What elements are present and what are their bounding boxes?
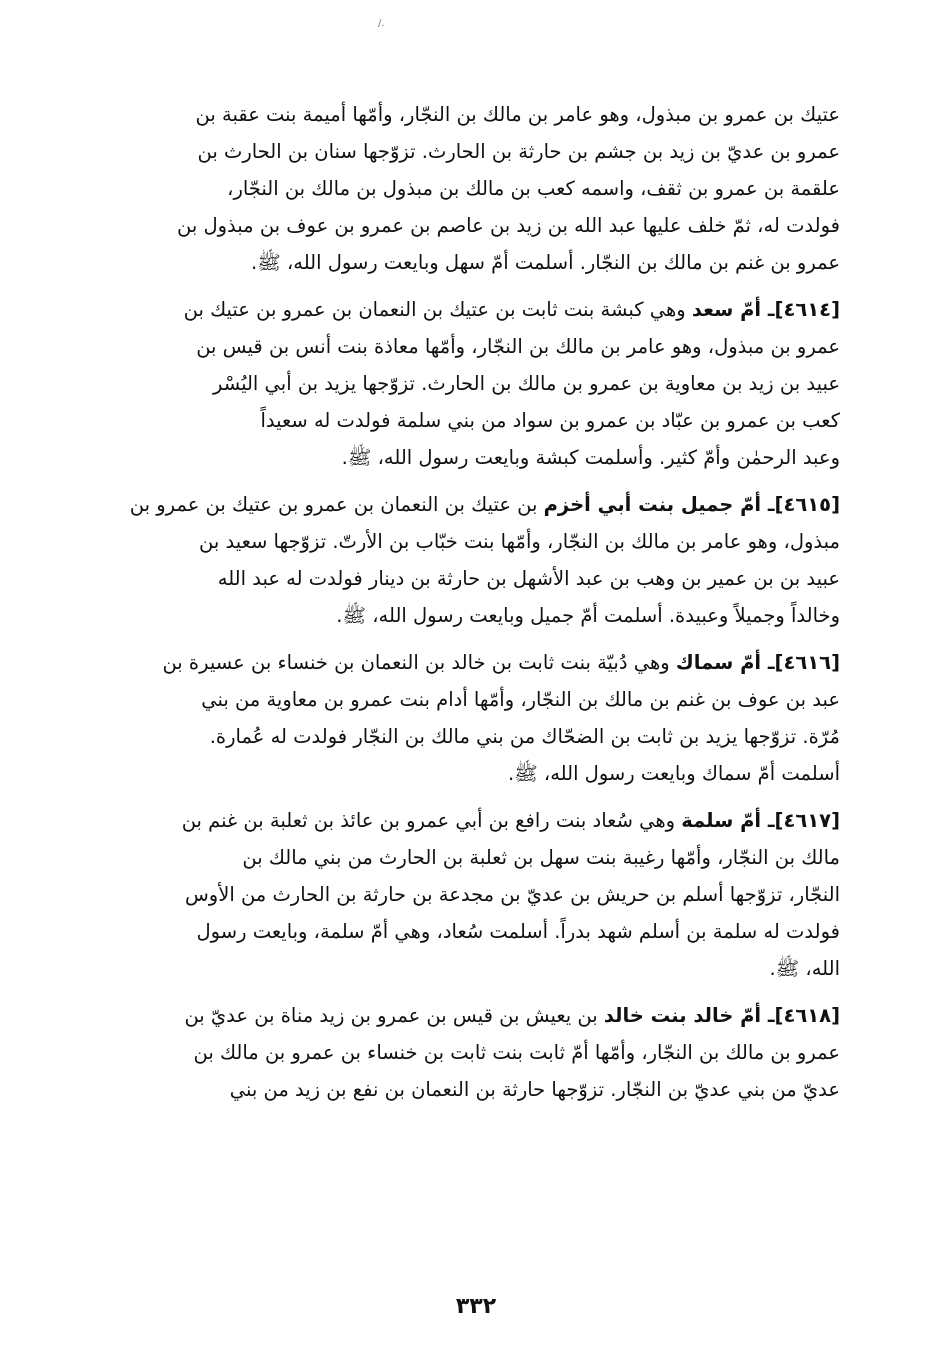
text-line: الله، ﷺ. [769, 957, 840, 980]
scan-mark: /. [378, 18, 385, 29]
text-line: عبيد بن زيد بن معاوية بن عمرو بن مالك بن الحارث. تزوّجها يزيد بن أبي اليُسْر [212, 372, 840, 395]
entry-number: [٤٦١٥] [774, 493, 840, 516]
text-line: عمرو بن مبذول، وهو عامر بن مالك بن النجّار، وأمّها معاذة بنت أنس بن قيس بن [196, 335, 840, 358]
text-line: عبد بن عوف بن غنم بن مالك بن النجّار، وأمّها أدام بنت عمرو بن معاوية من بني [201, 688, 840, 711]
entry-name: ـ أمّ جميل بنت أبي أخزم [543, 493, 775, 516]
text-line: وخالداً وجميلاً وعبيدة. أسلمت أمّ جميل وبايعت رسول الله، ﷺ. [336, 604, 840, 627]
text-line: مبذول، وهو عامر بن مالك بن النجّار، وأمّها بنت خبّاب بن الأرتّ. تزوّجها سعيد بن [199, 530, 840, 553]
entry-number: [٤٦١٧] [774, 809, 840, 832]
text-line: مُرّة. تزوّجها يزيد بن ثابت بن الضحّاك من بني مالك بن النجّار فولدت له عُمارة. [209, 725, 840, 748]
entry-text: بن عتيك بن النعمان بن عمرو بن عتيك بن عمرو بن [129, 493, 544, 516]
entry-name: ـ أمّ سماك [675, 651, 775, 674]
entry-4615 [100, 486, 840, 634]
text-line: فولدت له، ثمّ خلف عليها عبد الله بن زيد بن عاصم بن عمرو بن عوف بن مبذول بن [177, 214, 840, 237]
text-line: فولدت له سلمة بن أسلم شهد بدراً. أسلمت سُعاد، وهي أمّ سلمة، وبايعت رسول [196, 920, 840, 943]
text-line: عمرو بن مالك بن النجّار، وأمّها أمّ ثابت بنت ثابت بن خنساء بن عمرو بن مالك بن [193, 1041, 840, 1064]
text-line: وعبد الرحمٰن وأمّ كثير. وأسلمت كبشة وبايعت رسول الله، ﷺ. [341, 446, 840, 469]
entry-text: وهي سُعاد بنت رافع بن أبي عمرو بن عائذ بن ثعلبة بن غنم بن [181, 809, 682, 832]
page-number: ٣٣٢ [455, 1294, 497, 1319]
text-line: علقمة بن عمرو بن ثقف، واسمه كعب بن مالك بن مبذول بن مالك بن النجّار، [227, 177, 840, 200]
text-line: عمرو بن غنم بن مالك بن النجّار. أسلمت أمّ سهل وبايعت رسول الله، ﷺ. [251, 251, 840, 274]
entry-name: ـ أمّ سلمة [681, 809, 775, 832]
entry-number: [٤٦١٦] [774, 651, 840, 674]
entry-name: ـ أمّ سعد [691, 298, 775, 321]
entry-name: ـ أمّ خالد بنت خالد [603, 1004, 775, 1027]
entry-first-line [100, 486, 840, 523]
entry-4618 [100, 997, 840, 1108]
text-line: عديّ من بني عديّ بن النجّار. تزوّجها حارثة بن النعمان بن نفع بن زيد من بني [229, 1078, 840, 1101]
entry-text: وهي دُبيّة بنت ثابت بن خالد بن النعمان بن خنساء بن عسيرة بن [162, 651, 676, 674]
text-line: عتيك بن عمرو بن مبذول، وهو عامر بن مالك بن النجّار، وأمّها أميمة بنت عقبة بن [195, 103, 840, 126]
entry-text: بن يعيش بن قيس بن عمرو بن زيد مناة بن عديّ بن [184, 1004, 604, 1027]
entry-number: [٤٦١٨] [774, 1004, 840, 1027]
paragraph-continuation [100, 96, 840, 281]
entry-text: وهي كبشة بنت ثابت بن عتيك بن النعمان بن عمرو بن عتيك بن [183, 298, 692, 321]
text-line: النجّار، تزوّجها أسلم بن حريش بن عديّ بن مجدعة بن حارثة بن الحارث من الأوس [185, 883, 840, 906]
entry-4617 [100, 802, 840, 987]
entry-4614 [100, 291, 840, 476]
body-text [100, 96, 840, 1108]
text-line: مالك بن النجّار، وأمّها رغيبة بنت سهل بن ثعلبة بن الحارث من بني مالك بن [242, 846, 840, 869]
text-line: أسلمت أمّ سماك وبايعت رسول الله، ﷺ. [507, 762, 840, 785]
entry-first-line [100, 291, 840, 328]
text-line: كعب بن عمرو بن عبّاد بن عمرو بن سواد من بني سلمة فولدت له سعيداً [260, 409, 840, 432]
text-line: عمرو بن عديّ بن زيد بن جشم بن حارثة بن الحارث. تزوّجها سنان بن الحارث بن [197, 140, 840, 163]
entry-first-line [100, 802, 840, 839]
entry-number: [٤٦١٤] [774, 298, 840, 321]
text-line: عبيد بن بن عمير بن وهب بن عبد الأشهل بن حارثة بن دينار فولدت له عبد الله [217, 567, 840, 590]
entry-first-line [100, 997, 840, 1034]
entry-first-line [100, 644, 840, 681]
entry-4616 [100, 644, 840, 792]
